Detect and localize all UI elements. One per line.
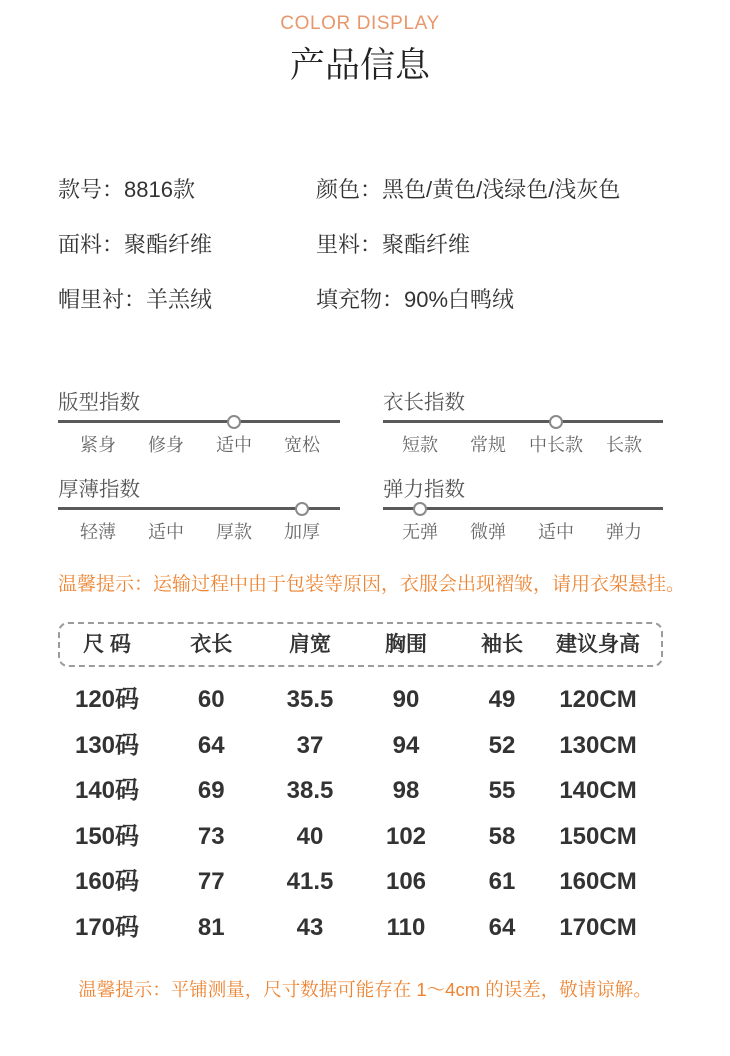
cell-height: 130CM bbox=[559, 731, 637, 759]
info-item-filling bbox=[316, 286, 514, 314]
index-scale bbox=[58, 433, 336, 457]
cell-length: 81 bbox=[197, 913, 225, 941]
table-row bbox=[54, 677, 647, 723]
index-title: 弹力指数 bbox=[383, 478, 465, 501]
cell-chest: 98 bbox=[392, 777, 420, 804]
cell-size: 140码 bbox=[74, 777, 140, 804]
cell-shoulder: 35.5 bbox=[286, 686, 334, 713]
index-option: 适中 bbox=[538, 522, 574, 542]
cell-sleeve: 64 bbox=[488, 913, 516, 941]
index-scale bbox=[58, 520, 336, 544]
index-scale bbox=[383, 433, 658, 457]
cell-chest: 90 bbox=[392, 686, 420, 713]
cell-sleeve: 58 bbox=[488, 822, 516, 850]
index-marker bbox=[227, 415, 241, 429]
index-title: 衣长指数 bbox=[383, 391, 465, 414]
column-header-sleeve: 袖长 bbox=[481, 633, 523, 656]
cell-length: 64 bbox=[197, 731, 225, 759]
index-thickness bbox=[58, 477, 340, 547]
cell-size: 170码 bbox=[74, 913, 140, 941]
cell-sleeve: 61 bbox=[488, 868, 516, 895]
cell-sleeve: 55 bbox=[488, 777, 516, 804]
index-marker bbox=[413, 502, 427, 516]
section-title: 产品信息 bbox=[289, 46, 430, 85]
cell-height: 150CM bbox=[559, 822, 637, 850]
cell-height: 160CM bbox=[559, 868, 637, 895]
index-option: 修身 bbox=[148, 435, 184, 455]
cell-size: 120码 bbox=[74, 686, 140, 713]
index-marker bbox=[295, 502, 309, 516]
cell-size: 160码 bbox=[74, 868, 140, 895]
cell-height: 140CM bbox=[559, 777, 637, 804]
info-value: 8816款 bbox=[124, 177, 195, 202]
column-header-shoulder: 肩宽 bbox=[289, 633, 331, 656]
info-value: 聚酯纤维 bbox=[382, 232, 471, 257]
size-table-header bbox=[58, 622, 663, 667]
cell-shoulder: 38.5 bbox=[286, 777, 334, 804]
info-item-style-number bbox=[58, 176, 195, 204]
cell-shoulder: 40 bbox=[296, 822, 324, 850]
section-kicker: COLOR DISPLAY bbox=[280, 13, 440, 34]
cell-height: 120CM bbox=[559, 686, 637, 713]
index-option: 微弹 bbox=[470, 522, 506, 542]
cell-length: 73 bbox=[197, 822, 225, 850]
info-value: 聚酯纤维 bbox=[124, 232, 213, 257]
cell-size: 130码 bbox=[74, 731, 140, 759]
column-header-size: 尺 码 bbox=[83, 633, 131, 656]
cell-chest: 102 bbox=[385, 822, 427, 850]
cell-sleeve: 52 bbox=[488, 731, 516, 759]
index-track bbox=[383, 420, 663, 423]
info-item-lining bbox=[316, 231, 470, 259]
index-track bbox=[58, 420, 340, 423]
cell-length: 69 bbox=[197, 777, 225, 804]
table-row bbox=[54, 859, 647, 905]
index-option: 无弹 bbox=[402, 522, 438, 542]
cell-length: 77 bbox=[197, 868, 225, 895]
info-item-fabric bbox=[58, 231, 212, 259]
table-row bbox=[54, 905, 647, 951]
cell-shoulder: 37 bbox=[296, 731, 324, 759]
info-value: 黑色/黄色/浅绿色/浅灰色 bbox=[382, 177, 621, 202]
measurement-notice: 温馨提示：平铺测量，尺寸数据可能存在 1～4cm 的误差，敬请谅解。 bbox=[78, 979, 652, 1000]
index-option: 适中 bbox=[148, 522, 184, 542]
info-label: 填充物： bbox=[316, 287, 405, 312]
index-title: 版型指数 bbox=[58, 391, 140, 414]
column-header-height: 建议身高 bbox=[556, 633, 640, 656]
index-option: 加厚 bbox=[284, 522, 320, 542]
index-option: 厚款 bbox=[216, 522, 252, 542]
index-option: 短款 bbox=[402, 435, 438, 455]
cell-shoulder: 43 bbox=[296, 913, 324, 941]
cell-chest: 110 bbox=[386, 913, 426, 941]
info-label: 颜色： bbox=[316, 177, 383, 202]
index-option: 常规 bbox=[470, 435, 506, 455]
info-item-color bbox=[316, 176, 620, 204]
cell-height: 170CM bbox=[559, 913, 637, 941]
size-table-body bbox=[54, 677, 647, 950]
table-row bbox=[54, 768, 647, 814]
info-value: 90%白鸭绒 bbox=[404, 287, 515, 312]
info-label: 面料： bbox=[58, 232, 125, 257]
cell-length: 60 bbox=[197, 686, 225, 713]
index-fit bbox=[58, 390, 340, 460]
index-scale bbox=[383, 520, 658, 544]
index-marker bbox=[549, 415, 563, 429]
column-header-length: 衣长 bbox=[190, 633, 233, 656]
size-table-header-row bbox=[54, 624, 647, 665]
index-length bbox=[383, 390, 663, 460]
index-option: 紧身 bbox=[80, 435, 116, 455]
info-label: 帽里衬： bbox=[58, 287, 147, 312]
index-option: 长款 bbox=[606, 435, 642, 455]
care-notice: 温馨提示：运输过程中由于包装等原因，衣服会出现褶皱，请用衣架悬挂。 bbox=[58, 574, 686, 595]
info-value: 羊羔绒 bbox=[146, 287, 213, 312]
index-option: 轻薄 bbox=[80, 522, 116, 542]
info-item-hood-lining bbox=[58, 286, 212, 314]
info-label: 里料： bbox=[316, 232, 383, 257]
column-header-chest: 胸围 bbox=[385, 633, 427, 656]
cell-chest: 106 bbox=[385, 868, 427, 895]
index-option: 适中 bbox=[216, 435, 252, 455]
index-title: 厚薄指数 bbox=[58, 478, 140, 501]
index-option: 宽松 bbox=[284, 435, 320, 455]
cell-shoulder: 41.5 bbox=[286, 868, 334, 895]
cell-chest: 94 bbox=[392, 731, 420, 759]
table-row bbox=[54, 723, 647, 769]
index-option: 中长款 bbox=[529, 435, 583, 455]
table-row bbox=[54, 814, 647, 860]
index-option: 弹力 bbox=[606, 522, 642, 542]
index-elasticity bbox=[383, 477, 663, 547]
cell-sleeve: 49 bbox=[488, 686, 516, 713]
info-label: 款号： bbox=[58, 177, 125, 202]
cell-size: 150码 bbox=[74, 822, 140, 850]
